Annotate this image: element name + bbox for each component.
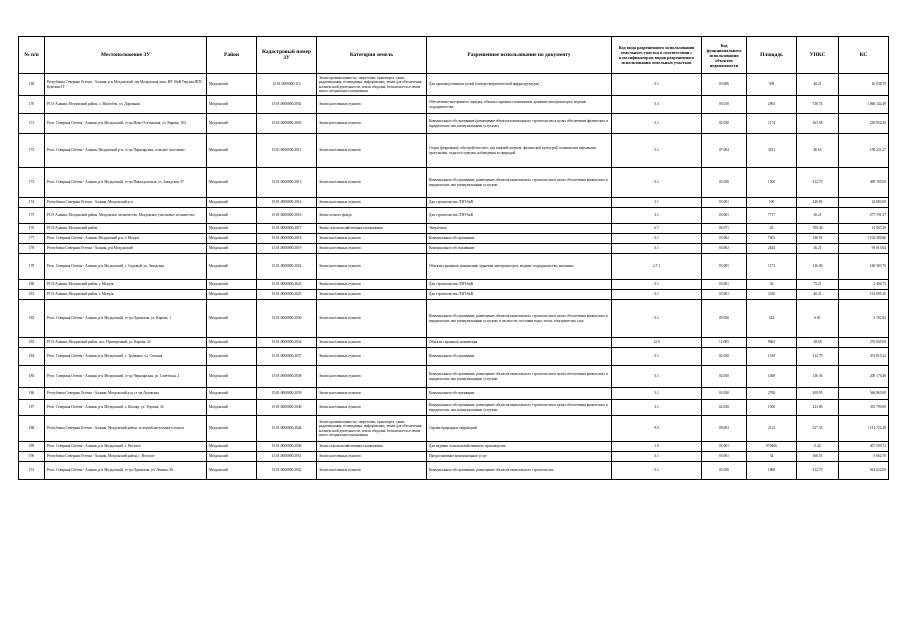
row-permitted-use: Для строительства ЛЭП-6кВ (427, 198, 612, 208)
row-function-code: 02:030 (702, 400, 747, 416)
row-vri-code: 3.1 (612, 452, 702, 462)
row-category: Земли населенных пунктов (317, 198, 427, 208)
row-upks: 36.21 (797, 244, 839, 254)
row-upks: 209.95 (797, 388, 839, 400)
row-location: Респ. Северная Осетия - Алания, р-н Моздокский, ст-ца Луковская, ул. Ленина, 26 (45, 462, 207, 480)
row-function-code: 02:030 (702, 168, 747, 198)
row-area: 1500 (747, 168, 797, 198)
row-location: РСО-Алания, Моздокский район, г. Моздок (45, 290, 207, 300)
row-category: Земли населенных пунктов (317, 300, 427, 338)
row-permitted-use: Для ведения сельскохозяйственного производства (427, 442, 612, 452)
row-cadastral-number: 15:01:0000000:2011 (257, 134, 317, 168)
row-cadastral-number: 15:01:0000000:2013 (257, 168, 317, 198)
row-location: Респ. Северная Осетия - Алания, р-н Моздокский, с. Кизляр, ул. Терская, 34 (45, 400, 207, 416)
row-upks: 223.86 (797, 400, 839, 416)
row-vri-code: 3.1 (612, 234, 702, 244)
row-permitted-use: Отдых (рекреация); обустройство мест для занятий спортом, физической культурой, пешими или верховыми прогулками, отдыха и туризма, наблюдения за природой (427, 134, 612, 168)
row-area: 7717 (747, 208, 797, 224)
row-location: РСО-Алания, Моздокский район, г. Моздок (45, 280, 207, 290)
row-function-code: 03:001 (702, 208, 747, 224)
row-district: Моздокский (207, 234, 257, 244)
row-location: РСО-Алания, Моздокский район, с. Малгобек, ул. Дорожная (45, 96, 207, 114)
table-row (19, 244, 889, 254)
row-location: РСО-Алания, Моздокский район, Моздокское лесничество, Моздокское участковое лесничество (45, 208, 207, 224)
row-vri-code: 3.1 (612, 400, 702, 416)
row-permitted-use: Коммунальное обслуживание (427, 244, 612, 254)
land-plots-table (18, 36, 889, 480)
row-location: Республика Северная Осетия - Алания, р-н Моздокский (45, 244, 207, 254)
row-district: Моздокский (207, 442, 257, 452)
row-vri-code: 2.7.1 (612, 254, 702, 280)
row-category: Земли населенных пунктов (317, 114, 427, 134)
row-district: Моздокский (207, 280, 257, 290)
row-location: Республика Северная Осетия - Алания, Моздокский р-н (45, 198, 207, 208)
row-number: 176 (19, 224, 45, 234)
row-category: Земли населенных пунктов (317, 280, 427, 290)
table-body (19, 74, 889, 480)
header-location: Местоположение ЗУ (45, 37, 207, 74)
table-row (19, 234, 889, 244)
row-permitted-use: Для производственных целей (электроэнергетической инфраструктуры) (427, 74, 612, 96)
row-ks: 5 662.70 (839, 452, 889, 462)
row-function-code: 09:003 (702, 416, 747, 442)
row-upks: 163.58 (797, 114, 839, 134)
row-number: 187 (19, 400, 45, 416)
header-vri-code: Код вида разрешенного использования земельного участка в соответствии с классификатором видов разрешенного использования земельных участков (612, 37, 702, 74)
row-ks: 1 113 721.28 (839, 416, 889, 442)
row-area: 322 (747, 300, 797, 338)
row-location: Респ. Северная Осетия - Алания, Моздокский р-н, ст-ца Черноярская, сельское поселение (45, 134, 207, 168)
row-function-code: 02:030 (702, 348, 747, 366)
row-number: 188 (19, 416, 45, 442)
row-upks: 75.21 (797, 280, 839, 290)
row-district: Моздокский (207, 74, 257, 96)
row-vri-code: 3.1 (612, 300, 702, 338)
row-vri-code: 6.7 (612, 224, 702, 234)
row-vri-code: 3.1 (612, 74, 702, 96)
row-district: Моздокский (207, 452, 257, 462)
row-ks: 160 583.70 (839, 254, 889, 280)
row-district: Моздокский (207, 400, 257, 416)
table-row (19, 134, 889, 168)
row-upks: 0.42 (797, 442, 839, 452)
header-upks: УПКС (797, 37, 839, 74)
row-category: Земли промышленности, энергетики, транспорта, связи, радиовещания, телевидения, информатики, земли для обеспечения космической деятельности, земли обороны, безопасности и земли иного специального назначения (317, 416, 427, 442)
row-vri-code: 3.1 (612, 388, 702, 400)
row-number: 169 (19, 74, 45, 96)
row-number: 184 (19, 348, 45, 366)
row-upks: 136.90 (797, 254, 839, 280)
row-district: Моздокский (207, 244, 257, 254)
row-upks: 312.79 (797, 462, 839, 480)
table-row (19, 452, 889, 462)
row-ks: 14 007.20 (839, 224, 889, 234)
table-row (19, 290, 889, 300)
row-location: Респ. Северная Осетия - Алания, р-н Моздокский, ст-ца Ново-Осетинская, ул. Кирова, 104 (45, 114, 207, 134)
row-permitted-use: Для строительства ЛЭП-6кВ (427, 280, 612, 290)
row-district: Моздокский (207, 290, 257, 300)
table-row (19, 366, 889, 388)
row-number: 185 (19, 366, 45, 388)
row-ks: 474 815.22 (839, 348, 889, 366)
row-vri-code: 3.1 (612, 348, 702, 366)
row-upks: 166.55 (797, 452, 839, 462)
row-ks: 24 083.00 (839, 198, 889, 208)
row-function-code: 03:006 (702, 74, 747, 96)
table-row (19, 114, 889, 134)
row-category: Земли промышленности, энергетики, транспорта, связи, радиовещания, телевидения, информатики, земли для обеспечения космической деятельности, земли обороны, безопасности и земли иного специального назначения (317, 74, 427, 96)
row-ks: 469 185.00 (839, 168, 889, 198)
row-cadastral-number: 15:01:0000000:113 (257, 74, 317, 96)
row-upks: 6.81 (797, 300, 839, 338)
row-function-code: 03:002 (702, 244, 747, 254)
row-category: Земли населенных пунктов (317, 462, 427, 480)
table-row (19, 198, 889, 208)
row-district: Моздокский (207, 338, 257, 348)
row-area: 20 (747, 224, 797, 234)
row-number: 182 (19, 300, 45, 338)
row-cadastral-number: 15:01:0000000:2023 (257, 280, 317, 290)
row-cadastral-number: 15:01:0000000:2049 (257, 442, 317, 452)
table-row (19, 400, 889, 416)
row-permitted-use: Коммунальное обслуживание; размещение объектов капитального строительства (427, 462, 612, 480)
row-district: Моздокский (207, 114, 257, 134)
row-location: РСО-Алания, Моздокский район, пос. Притеречный, ул. Кирова, 24 (45, 338, 207, 348)
row-upks: 36.21 (797, 208, 839, 224)
row-vri-code: 9.0 (612, 416, 702, 442)
row-area: 1518 (747, 348, 797, 366)
row-vri-code: 5.1 (612, 134, 702, 168)
row-vri-code: 3.1 (612, 168, 702, 198)
row-function-code: 07:004 (702, 134, 747, 168)
row-cadastral-number: 15:01:0000000:2051 (257, 452, 317, 462)
row-function-code: 03:001 (702, 290, 747, 300)
row-function-code: 03:001 (702, 280, 747, 290)
row-vri-code: 3.1 (612, 114, 702, 134)
row-cadastral-number: 15:01:0000000:2039 (257, 388, 317, 400)
row-area: 34 (747, 452, 797, 462)
row-permitted-use: Коммунальное обслуживание (размещение объектов капитального строительства в целях обеспечения физических и юридических лиц коммунальными услугами) (427, 114, 612, 134)
row-area: 2700 (747, 388, 797, 400)
row-cadastral-number: 15:01:0000000:2044 (257, 416, 317, 442)
row-category: Земли сельскохозяйственного назначения (317, 224, 427, 234)
header-permitted-use: Разрешенное использование по документу (427, 37, 612, 74)
row-cadastral-number: 15:01:0000000:2018 (257, 234, 317, 244)
row-location: Респ. Северная Осетия - Алания, р-н Моздокский, с. Троицкое, ул. Степная (45, 348, 207, 366)
table-header-row (19, 37, 889, 74)
row-ks: 277 191.57 (839, 208, 889, 224)
row-vri-code: 3.3 (612, 96, 702, 114)
row-category: Земли населенных пунктов (317, 168, 427, 198)
row-category: Земли сельскохозяйственного назначения (317, 442, 427, 452)
row-area: 399 (747, 74, 797, 96)
row-vri-code: 1.0 (612, 442, 702, 452)
row-district: Моздокский (207, 300, 257, 338)
row-cadastral-number: 15:01:0000000:2003 (257, 114, 317, 134)
row-category: Земли населенных пунктов (317, 96, 427, 114)
row-function-code: 03:002 (702, 234, 747, 244)
row-number: 186 (19, 388, 45, 400)
table-row (19, 388, 889, 400)
row-function-code: 03:001 (702, 198, 747, 208)
row-vri-code: 3.1 (612, 462, 702, 480)
row-ks: 335 790.00 (839, 400, 889, 416)
row-permitted-use: Коммунальное обслуживание (427, 234, 612, 244)
row-upks: 40.21 (797, 74, 839, 96)
row-upks: 700.36 (797, 224, 839, 234)
row-upks: 527.33 (797, 416, 839, 442)
row-category: Земли населенных пунктов (317, 134, 427, 168)
row-cadastral-number: 15:01:0000000:2040 (257, 400, 317, 416)
row-location: Респ. Северная Осетия - Алания, р-н Моздокский, с. Веселое (45, 442, 207, 452)
row-ks: 200 176.48 (839, 366, 889, 388)
row-permitted-use: Объекты гаражного назначения (427, 338, 612, 348)
row-area: 3310 (747, 290, 797, 300)
row-upks: 136.36 (797, 366, 839, 388)
row-number: 191 (19, 462, 45, 480)
row-ks: 16 038.79 (839, 74, 889, 96)
row-cadastral-number: 15:01:0000000:2022 (257, 254, 317, 280)
row-vri-code: 3.1 (612, 208, 702, 224)
row-cadastral-number: 15:01:0000000:2038 (257, 366, 317, 388)
row-number: 170 (19, 96, 45, 114)
row-function-code: 03:001 (702, 452, 747, 462)
row-location: Респ. Северная Осетия - Алания, Моздокский р-н, г. Моздок (45, 234, 207, 244)
register-sheet (18, 36, 888, 480)
row-function-code: 06:071 (702, 224, 747, 234)
row-ks: 1 866 142.49 (839, 96, 889, 114)
table-row (19, 348, 889, 366)
row-district: Моздокский (207, 366, 257, 388)
row-district: Моздокский (207, 416, 257, 442)
row-area: 970466 (747, 442, 797, 452)
row-number: 190 (19, 452, 45, 462)
row-category: Земли населенных пунктов (317, 338, 427, 348)
row-location: Респ. Северная Осетия - Алания, р-н Моздокский, с. Садовый, ул. Заводская (45, 254, 207, 280)
row-area: 2903 (747, 96, 797, 114)
row-district: Моздокский (207, 208, 257, 224)
row-cadastral-number: 15:01:0000000:2017 (257, 224, 317, 234)
row-ks: 566 865.00 (839, 388, 889, 400)
row-number: 174 (19, 198, 45, 208)
row-upks: 240.83 (797, 198, 839, 208)
row-category: Земли населенных пунктов (317, 388, 427, 400)
row-cadastral-number: 15:01:0000000:2019 (257, 244, 317, 254)
row-upks: 148.91 (797, 234, 839, 244)
row-upks: 312.79 (797, 168, 839, 198)
header-ks: КС (839, 37, 889, 74)
table-row (19, 442, 889, 452)
table-row (19, 224, 889, 234)
row-category: Земли населенных пунктов (317, 234, 427, 244)
row-category: Земли населенных пунктов (317, 254, 427, 280)
row-number: 183 (19, 338, 45, 348)
row-location: Республика Северная Осетия - Алания, Моздокский район, за чертой населенного пункта (45, 416, 207, 442)
row-vri-code: 12.0 (612, 338, 702, 348)
row-ks: 158 231.27 (839, 134, 889, 168)
row-ks: 2 192.82 (839, 300, 889, 338)
row-district: Моздокский (207, 462, 257, 480)
row-location: Республика Северная Осетия - Алания, р-н Моздокский, тер Моздокская зона, ВЛ 10кВ Терская НПС Кумская-1Т (45, 74, 207, 96)
table-row (19, 208, 889, 224)
row-ks: 230 854.26 (839, 114, 889, 134)
row-cadastral-number: 15:01:0000000:2014 (257, 198, 317, 208)
row-number: 177 (19, 234, 45, 244)
row-area: 3811 (747, 134, 797, 168)
header-cadastral: Кадастровый номер ЗУ (257, 37, 317, 74)
row-area: 7403 (747, 234, 797, 244)
row-location: Республика Северная Осетия - Алания, Моздокский район, с. Веселое (45, 452, 207, 462)
row-permitted-use: Коммунальное обслуживание; размещение объектов капитального строительства в целях обеспечения физических и юридических лиц коммунальными услугами, в частности: поставки воды, тепла, электричества, газа (427, 300, 612, 338)
row-upks: 28.65 (797, 338, 839, 348)
table-row (19, 462, 889, 480)
row-function-code: 09:030 (702, 300, 747, 338)
row-category: Земли населенных пунктов (317, 400, 427, 416)
row-cadastral-number: 15:01:0000000:2002 (257, 96, 317, 114)
header-district: Район (207, 37, 257, 74)
row-area: 32 (747, 280, 797, 290)
row-cadastral-number: 15:01:0000000:2052 (257, 462, 317, 480)
row-ks: 95 015.04 (839, 244, 889, 254)
row-location: Респ. Северная Осетия - Алания, р-н Моздокский, ст-ца Черноярская, ул. Советская, 2 (45, 366, 207, 388)
row-permitted-use: Коммунальное обслуживание (427, 388, 612, 400)
row-district: Моздокский (207, 168, 257, 198)
table-row (19, 300, 889, 338)
row-permitted-use: Коммунальное обслуживание; размещение объектов капитального строительства в целях обеспечения физических и юридических лиц коммунальными услугами (427, 168, 612, 198)
row-number: 180 (19, 280, 45, 290)
row-cadastral-number: 15:01:0000000:2037 (257, 348, 317, 366)
row-function-code: 02:030 (702, 462, 747, 480)
row-ks: 2 406.72 (839, 280, 889, 290)
row-vri-code: 3.1 (612, 366, 702, 388)
row-number: 172 (19, 134, 45, 168)
row-district: Моздокский (207, 224, 257, 234)
row-vri-code: 3.1 (612, 244, 702, 254)
row-location: Респ. Северная Осетия - Алания, р-н Моздокский, ст-ца Павлодольская, ул. Заводская, 37 (45, 168, 207, 198)
row-number: 178 (19, 244, 45, 254)
row-upks: 40.21 (797, 290, 839, 300)
row-area: 2112 (747, 416, 797, 442)
row-district: Моздокский (207, 134, 257, 168)
row-permitted-use: Коммунальное обслуживание (427, 348, 612, 366)
row-cadastral-number: 15:01:0000000:2016 (257, 208, 317, 224)
row-upks: 312.79 (797, 348, 839, 366)
table-row (19, 168, 889, 198)
header-category: Категория земель (317, 37, 427, 74)
row-permitted-use: Охрана природных территорий (427, 416, 612, 442)
row-district: Моздокский (207, 96, 257, 114)
row-function-code: 01:001 (702, 442, 747, 452)
row-permitted-use: Коммунальное обслуживание; размещение объектов капитального строительства в целях обеспечения физических и юридических лиц коммунальными услугами (427, 400, 612, 416)
row-permitted-use: Обеспечение внутреннего порядка; объекты гаражного назначения; хранение автотранспорта; ведение огородничества (427, 96, 612, 114)
row-permitted-use: Объекты гаражного назначения; хранение автотранспорта; ведение огородничества; магазины (427, 254, 612, 280)
table-row (19, 74, 889, 96)
row-location: РСО-Алания, Моздокский район (45, 224, 207, 234)
row-category: Земли лесного фонда (317, 208, 427, 224)
row-permitted-use: Энергетика (427, 224, 612, 234)
row-cadastral-number: 15:01:0000000:2025 (257, 290, 317, 300)
row-category: Земли населенных пунктов (317, 244, 427, 254)
row-ks: 563 022.00 (839, 462, 889, 480)
row-area: 1174 (747, 114, 797, 134)
row-upks: 46.63 (797, 134, 839, 168)
row-number: 181 (19, 290, 45, 300)
row-permitted-use: Для строительства ЛЭП-6кВ (427, 208, 612, 224)
row-vri-code: 3.1 (612, 290, 702, 300)
table-row (19, 280, 889, 290)
row-area: 1468 (747, 366, 797, 388)
row-permitted-use: Коммунальное обслуживание; размещение объектов капитального строительства в целях обеспечения физических и юридических лиц коммунальными услугами (427, 366, 612, 388)
row-category: Земли населенных пунктов (317, 452, 427, 462)
row-function-code: 02:030 (702, 114, 747, 134)
table-row (19, 416, 889, 442)
row-location: Респ. Северная Осетия - Алания, р-н Моздокский, ст-ца Луковская, ул. Кирова, 1 (45, 300, 207, 338)
row-number: 189 (19, 442, 45, 452)
row-category: Земли населенных пунктов (317, 290, 427, 300)
row-function-code: 02:030 (702, 366, 747, 388)
row-permitted-use: Для строительства ЛЭП-6кВ (427, 290, 612, 300)
row-ks: 133 095.10 (839, 290, 889, 300)
row-ks: 276 845.00 (839, 338, 889, 348)
table-row (19, 254, 889, 280)
row-cadastral-number: 15:01:0000000:2030 (257, 300, 317, 338)
row-upks: 738.74 (797, 96, 839, 114)
table-row (19, 338, 889, 348)
row-vri-code: 3.1 (612, 198, 702, 208)
row-permitted-use: Предоставление коммунальных услуг (427, 452, 612, 462)
table-row (19, 96, 889, 114)
header-function-code: Код функционального использования объектов недвижимости (702, 37, 747, 74)
row-area: 1800 (747, 462, 797, 480)
row-location: Республика Северная Осетия - Алания, Моздокский р-н, ст-ца Луковская (45, 388, 207, 400)
row-number: 179 (19, 254, 45, 280)
row-district: Моздокский (207, 348, 257, 366)
row-ks: 1 102 384.86 (839, 234, 889, 244)
row-function-code: 02:030 (702, 388, 747, 400)
row-district: Моздокский (207, 198, 257, 208)
row-district: Моздокский (207, 254, 257, 280)
header-area: Площадь (747, 37, 797, 74)
row-number: 173 (19, 168, 45, 198)
row-ks: 407 595.72 (839, 442, 889, 452)
row-function-code: 03:005 (702, 254, 747, 280)
row-area: 2624 (747, 244, 797, 254)
row-category: Земли населенных пунктов (317, 348, 427, 366)
row-district: Моздокский (207, 388, 257, 400)
row-number: 175 (19, 208, 45, 224)
row-function-code: 03:010 (702, 96, 747, 114)
header-no: № п/п (19, 37, 45, 74)
row-category: Земли населенных пунктов (317, 366, 427, 388)
row-function-code: 12:005 (702, 338, 747, 348)
row-area: 100 (747, 198, 797, 208)
row-area: 1500 (747, 400, 797, 416)
row-cadastral-number: 15:01:0000000:2034 (257, 338, 317, 348)
row-number: 171 (19, 114, 45, 134)
row-area: 9663 (747, 338, 797, 348)
row-area: 1173 (747, 254, 797, 280)
row-vri-code: 3.1 (612, 280, 702, 290)
